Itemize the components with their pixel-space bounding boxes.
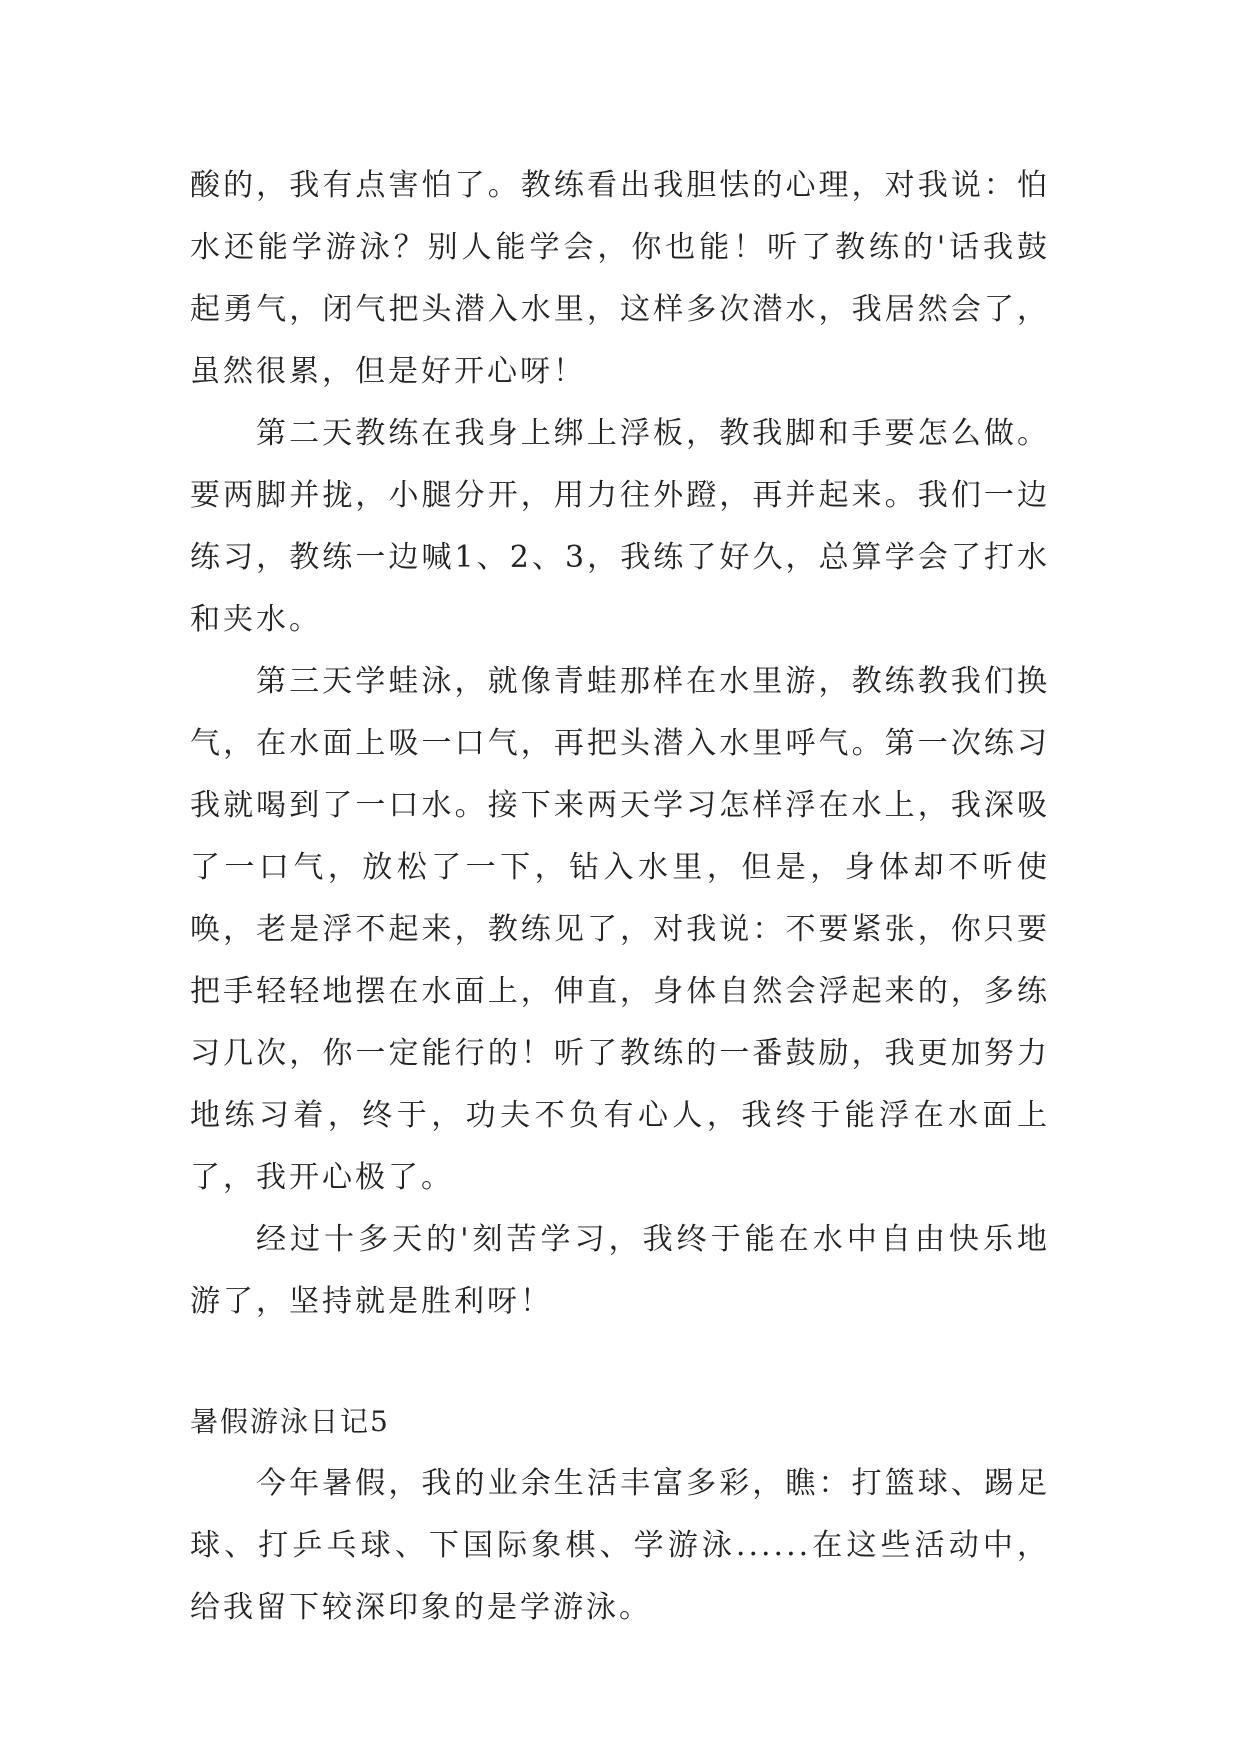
paragraph-day-two: 第二天教练在我身上绑上浮板，教我脚和手要怎么做。要两脚并拢，小腿分开，用力往外蹬，再并起来。我们一边练习，教练一边喊1、2、3，我练了好久，总算学会了打水和夹水。 [190,416,1050,637]
paragraph-conclusion: 经过十多天的'刻苦学习，我终于能在水中自由快乐地游了，坚持就是胜利呀！ [190,1222,1050,1319]
paragraph-intro: 今年暑假，我的业余生活丰富多彩，瞧：打篮球、踢足球、打乒乓球、下国际象棋、学游泳......在这些活动中，给我留下较深印象的是学游泳。 [190,1466,1050,1625]
document-body [190,155,1050,1639]
paragraph-continued: 酸的，我有点害怕了。教练看出我胆怯的心理，对我说：怕水还能学游泳？别人能学会，你也能！听了教练的'话我鼓起勇气，闭气把头潜入水里，这样多次潜水，我居然会了，虽然很累，但是好开心呀！ [190,168,1050,389]
section-title: 暑假游泳日记5 [190,1405,390,1438]
paragraph-day-three: 第三天学蛙泳，就像青蛙那样在水里游，教练教我们换气，在水面上吸一口气，再把头潜入水里呼气。第一次练习我就喝到了一口水。接下来两天学习怎样浮在水上，我深吸了一口气，放松了一下，钻入水里，但是，身体却不听使唤，老是浮不起来，教练见了，对我说：不要紧张，你只要把手轻轻地摆在水面上，伸直，身体自然会浮起来的，多练习几次，你一定能行的！听了教练的一番鼓励，我更加努力地练习着，终于，功夫不负有心人，我终于能浮在水面上了，我开心极了。 [190,664,1050,1195]
